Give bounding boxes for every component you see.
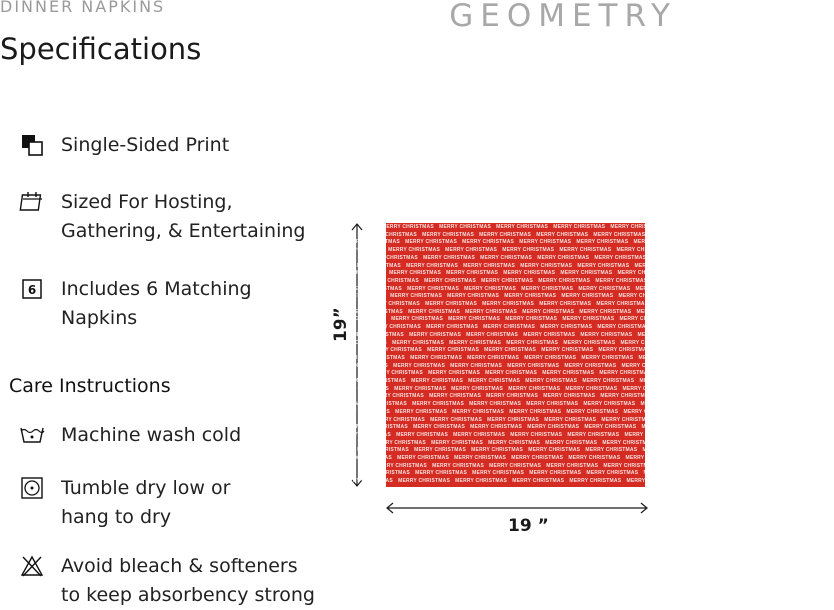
- napkin-pattern-row: MERRY CHRISTMAS MERRY CHRISTMAS MERRY CHRISTMAS MERRY CHRISTMAS MERRY CHRISTMAS MERRY CHRISTMAS MERRY CHRISTMAS MERRY CHRISTMAS: [365, 231, 817, 238]
- napkin-pattern-row: MERRY CHRISTMAS MERRY CHRISTMAS MERRY CHRISTMAS MERRY CHRISTMAS MERRY CHRISTMAS MERRY CHRISTMAS MERRY CHRISTMAS MERRY CHRISTMAS: [331, 247, 783, 254]
- tumble-dry-icon: [20, 476, 44, 500]
- care-tumble-dry: [20, 474, 230, 532]
- napkin-pattern-row: MERRY CHRISTMAS MERRY CHRISTMAS MERRY CHRISTMAS MERRY CHRISTMAS MERRY CHRISTMAS MERRY CHRISTMAS MERRY CHRISTMAS MERRY CHRISTMAS: [371, 370, 823, 377]
- napkin-width-label: 19 ”: [508, 516, 549, 536]
- napkin-pattern-row: MERRY CHRISTMAS MERRY CHRISTMAS MERRY CHRISTMAS MERRY CHRISTMAS MERRY CHRISTMAS MERRY CHRISTMAS MERRY CHRISTMAS MERRY CHRISTMAS: [351, 308, 803, 315]
- napkin-pattern-row: MERRY CHRISTMAS MERRY CHRISTMAS MERRY CHRISTMAS MERRY CHRISTMAS MERRY CHRISTMAS MERRY CHRISTMAS MERRY CHRISTMAS MERRY CHRISTMAS: [349, 262, 801, 269]
- feature-label: [61, 131, 229, 160]
- napkin-pattern-row: MERRY CHRISTMAS MERRY CHRISTMAS MERRY CHRISTMAS MERRY CHRISTMAS MERRY CHRISTMAS MERRY CHRISTMAS MERRY CHRISTMAS MERRY CHRISTMAS: [352, 331, 804, 338]
- eyebrow-label: DINNER NAPKINS: [0, 0, 166, 16]
- napkin-pattern-row: MERRY CHRISTMAS MERRY CHRISTMAS MERRY CHRISTMAS MERRY CHRISTMAS MERRY CHRISTMAS MERRY CHRISTMAS MERRY CHRISTMAS MERRY CHRISTMAS: [354, 378, 806, 384]
- napkin-pattern-row: MERRY CHRISTMAS MERRY CHRISTMAS MERRY CHRISTMAS MERRY CHRISTMAS MERRY CHRISTMAS MERRY CHRISTMAS MERRY CHRISTMAS MERRY CHRISTMAS: [353, 354, 805, 361]
- care-line: Tumble dry low or: [61, 477, 231, 499]
- napkin-pattern-row: MERRY CHRISTMAS MERRY CHRISTMAS MERRY CHRISTMAS MERRY CHRISTMAS MERRY CHRISTMAS MERRY CHRISTMAS MERRY CHRISTMAS MERRY CHRISTMAS: [339, 431, 791, 438]
- feature-line: Sized For Hosting,: [61, 191, 233, 213]
- care-line: to keep absorbency strong: [61, 584, 315, 606]
- feature-line: Includes 6 Matching: [61, 278, 252, 300]
- brand-logo: GEOMETRY: [449, 0, 677, 34]
- care-line: Machine wash cold: [61, 424, 242, 446]
- single-sided-print-icon: [20, 133, 44, 157]
- napkin-pattern-row: MERRY CHRISTMAS MERRY CHRISTMAS MERRY CHRISTMAS MERRY CHRISTMAS MERRY CHRISTMAS MERRY CHRISTMAS MERRY CHRISTMAS MERRY CHRISTMAS: [332, 270, 784, 277]
- no-bleach-icon: [20, 554, 44, 578]
- napkin-pattern-row: MERRY CHRISTMAS MERRY CHRISTMAS MERRY CHRISTMAS MERRY CHRISTMAS MERRY CHRISTMAS MERRY CHRISTMAS MERRY CHRISTMAS MERRY CHRISTMAS: [366, 254, 818, 261]
- napkin-pattern-row: MERRY CHRISTMAS MERRY CHRISTMAS MERRY CHRISTMAS MERRY CHRISTMAS MERRY CHRISTMAS MERRY CHRISTMAS MERRY CHRISTMAS MERRY CHRISTMAS: [358, 470, 810, 477]
- count-six-icon: [20, 277, 44, 301]
- napkin-pattern-row: MERRY CHRISTMAS MERRY CHRISTMAS MERRY CHRISTMAS MERRY CHRISTMAS MERRY CHRISTMAS MERRY CHRISTMAS MERRY CHRISTMAS MERRY CHRISTMAS: [372, 393, 824, 400]
- napkin-pattern-row: MERRY CHRISTMAS MERRY CHRISTMAS MERRY CHRISTMAS MERRY CHRISTMAS MERRY CHRISTMAS MERRY CHRISTMAS MERRY CHRISTMAS MERRY CHRISTMAS: [348, 239, 800, 246]
- napkin-pattern-row: MERRY CHRISTMAS MERRY CHRISTMAS MERRY CHRISTMAS MERRY CHRISTMAS MERRY CHRISTMAS MERRY CHRISTMAS MERRY CHRISTMAS MERRY CHRISTMAS: [370, 347, 822, 354]
- napkin-height-label: 19”: [331, 307, 351, 342]
- napkin-pattern-row: MERRY CHRISTMAS MERRY CHRISTMAS MERRY CHRISTMAS MERRY CHRISTMAS MERRY CHRISTMAS MERRY CHRISTMAS MERRY CHRISTMAS MERRY CHRISTMAS: [374, 439, 826, 446]
- care-heading: Care Instructions: [9, 375, 171, 397]
- feature-line: Single-Sided Print: [61, 134, 230, 156]
- care-label: [61, 552, 315, 610]
- napkin-pattern-row: MERRY CHRISTMAS MERRY CHRISTMAS MERRY CHRISTMAS MERRY CHRISTMAS MERRY CHRISTMAS MERRY CHRISTMAS MERRY CHRISTMAS MERRY CHRISTMAS: [373, 416, 825, 423]
- napkin-pattern-row: MERRY CHRISTMAS MERRY CHRISTMAS MERRY CHRISTMAS MERRY CHRISTMAS MERRY CHRISTMAS MERRY CHRISTMAS MERRY CHRISTMAS MERRY CHRISTMAS: [340, 455, 792, 461]
- care-line: hang to dry: [61, 506, 172, 528]
- napkin-pattern-row: MERRY CHRISTMAS MERRY CHRISTMAS MERRY CHRISTMAS MERRY CHRISTMAS MERRY CHRISTMAS MERRY CHRISTMAS MERRY CHRISTMAS MERRY CHRISTMAS: [369, 324, 821, 331]
- feature-label: [61, 188, 305, 246]
- napkin-pattern-row: MERRY CHRISTMAS MERRY CHRISTMAS MERRY CHRISTMAS MERRY CHRISTMAS MERRY CHRISTMAS MERRY CHRISTMAS MERRY CHRISTMAS MERRY CHRISTMAS: [367, 277, 819, 284]
- care-no-bleach: [20, 552, 315, 610]
- napkin-pattern-row: MERRY CHRISTMAS MERRY CHRISTMAS MERRY CHRISTMAS MERRY CHRISTMAS MERRY CHRISTMAS MERRY CHRISTMAS MERRY CHRISTMAS MERRY CHRISTMAS: [355, 401, 807, 408]
- care-line: Avoid bleach & softeners: [61, 555, 298, 577]
- napkin-pattern-row: MERRY CHRISTMAS MERRY CHRISTMAS MERRY CHRISTMAS MERRY CHRISTMAS MERRY CHRISTMAS MERRY CHRISTMAS MERRY CHRISTMAS MERRY CHRISTMAS: [334, 316, 786, 323]
- napkin-pattern-row: MERRY CHRISTMAS MERRY CHRISTMAS MERRY CHRISTMAS MERRY CHRISTMAS MERRY CHRISTMAS MERRY CHRISTMAS MERRY CHRISTMAS MERRY CHRISTMAS: [341, 478, 793, 485]
- napkin-pattern-row: MERRY CHRISTMAS MERRY CHRISTMAS MERRY CHRISTMAS MERRY CHRISTMAS MERRY CHRISTMAS MERRY CHRISTMAS MERRY CHRISTMAS MERRY CHRISTMAS: [368, 301, 820, 307]
- napkin-pattern-row: MERRY CHRISTMAS MERRY CHRISTMAS MERRY CHRISTMAS MERRY CHRISTMAS MERRY CHRISTMAS MERRY CHRISTMAS MERRY CHRISTMAS MERRY CHRISTMAS: [357, 447, 809, 454]
- napkin-pattern-row: MERRY CHRISTMAS MERRY CHRISTMAS MERRY CHRISTMAS MERRY CHRISTMAS MERRY CHRISTMAS MERRY CHRISTMAS MERRY CHRISTMAS MERRY CHRISTMAS: [350, 285, 802, 292]
- feature-line: Gathering, & Entertaining: [61, 220, 306, 242]
- napkin-pattern-row: MERRY CHRISTMAS MERRY CHRISTMAS MERRY CHRISTMAS MERRY CHRISTMAS MERRY CHRISTMAS MERRY CHRISTMAS MERRY CHRISTMAS MERRY CHRISTMAS: [333, 293, 785, 300]
- napkin-pattern-row: MERRY CHRISTMAS MERRY CHRISTMAS MERRY CHRISTMAS MERRY CHRISTMAS MERRY CHRISTMAS MERRY CHRISTMAS MERRY CHRISTMAS MERRY CHRISTMAS: [382, 224, 834, 230]
- napkin-pattern-row: MERRY CHRISTMAS MERRY CHRISTMAS MERRY CHRISTMAS MERRY CHRISTMAS MERRY CHRISTMAS MERRY CHRISTMAS MERRY CHRISTMAS MERRY CHRISTMAS: [338, 408, 790, 415]
- count-six-text: 6: [27, 283, 37, 297]
- feature-line: Napkins: [61, 307, 138, 329]
- napkin-pattern-row: MERRY CHRISTMAS MERRY CHRISTMAS MERRY CHRISTMAS MERRY CHRISTMAS MERRY CHRISTMAS MERRY CHRISTMAS MERRY CHRISTMAS MERRY CHRISTMAS: [356, 424, 808, 431]
- calendar-icon: [20, 190, 44, 214]
- feature-label: [61, 275, 252, 333]
- napkin-pattern-row: MERRY CHRISTMAS MERRY CHRISTMAS MERRY CHRISTMAS MERRY CHRISTMAS MERRY CHRISTMAS MERRY CHRISTMAS MERRY CHRISTMAS MERRY CHRISTMAS: [335, 339, 787, 346]
- care-machine-wash: [20, 421, 241, 450]
- page-title: Specifications: [0, 32, 202, 66]
- napkin-pattern-row: MERRY CHRISTMAS MERRY CHRISTMAS MERRY CHRISTMAS MERRY CHRISTMAS MERRY CHRISTMAS MERRY CHRISTMAS MERRY CHRISTMAS MERRY CHRISTMAS: [375, 462, 827, 469]
- care-label: [61, 474, 230, 532]
- feature-single-sided: [20, 131, 229, 160]
- napkin-pattern-row: MERRY CHRISTMAS MERRY CHRISTMAS MERRY CHRISTMAS MERRY CHRISTMAS MERRY CHRISTMAS MERRY CHRISTMAS MERRY CHRISTMAS MERRY CHRISTMAS: [336, 362, 788, 369]
- machine-wash-icon: [20, 423, 44, 447]
- care-label: [61, 421, 241, 450]
- napkin-pattern-row: MERRY CHRISTMAS MERRY CHRISTMAS MERRY CHRISTMAS MERRY CHRISTMAS MERRY CHRISTMAS MERRY CHRISTMAS MERRY CHRISTMAS MERRY CHRISTMAS: [337, 385, 789, 392]
- feature-sized-for-hosting: [20, 188, 305, 246]
- feature-includes-six: [20, 275, 252, 333]
